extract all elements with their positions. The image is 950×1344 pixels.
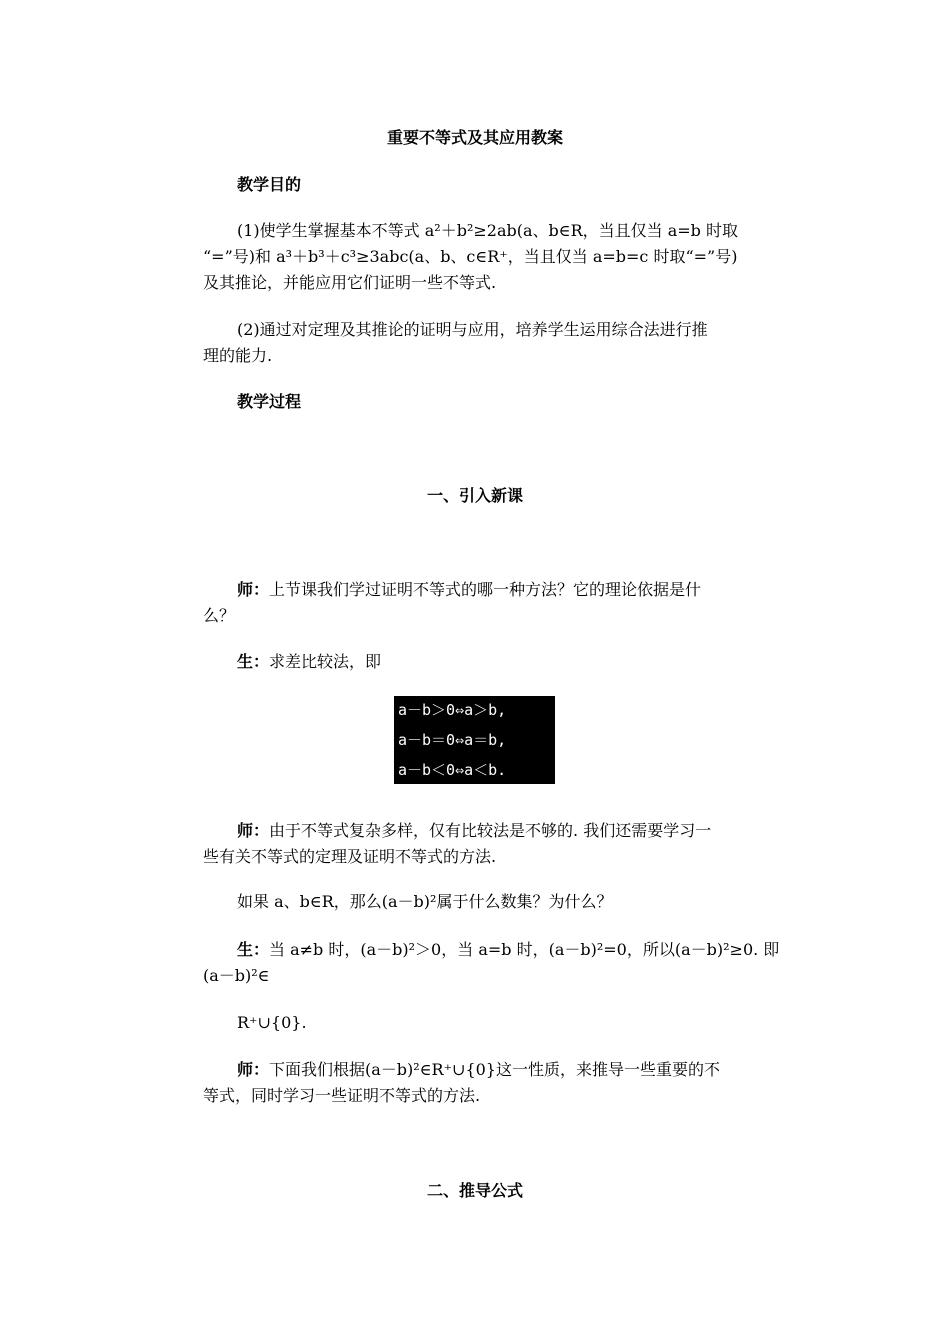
- teacher-line-3: [237, 1057, 720, 1083]
- student-line-2: [237, 937, 779, 963]
- section-heading-2: 二、推导公式: [426, 1181, 523, 1200]
- student-line-2c: R⁺∪{0}.: [237, 1013, 307, 1032]
- teacher-text: 下面我们根据(a－b)²∈R⁺∪{0}这一性质，来推导一些重要的不: [269, 1060, 720, 1079]
- teacher-label: 师：: [237, 821, 270, 840]
- goal1-line1: (1)使学生掌握基本不等式 a²＋b²≥2ab(a、b∈R，当且仅当 a=b 时取: [237, 221, 739, 240]
- comparison-formula-image: [394, 696, 555, 784]
- question-line: 如果 a、b∈R，那么(a－b)²属于什么数集？为什么？: [237, 892, 613, 911]
- formula-line-2: a－b＝0⇔a＝b,: [398, 731, 507, 749]
- teacher-line-2b: 些有关不等式的定理及证明不等式的方法.: [203, 847, 497, 866]
- student-label: 生：: [237, 652, 270, 671]
- teacher-text: 由于不等式复杂多样，仅有比较法是不够的. 我们还需要学习一: [269, 821, 712, 840]
- teacher-line-2: [237, 818, 711, 844]
- teacher-text: 上节课我们学过证明不等式的哪一种方法？它的理论依据是什: [269, 580, 702, 599]
- student-label: 生：: [237, 940, 270, 959]
- goal1-line2: “=”号)和 a³＋b³＋c³≥3abc(a、b、c∈R⁺，当且仅当 a=b=c 时取“=”号): [203, 247, 738, 266]
- teacher-label: 师：: [237, 1060, 270, 1079]
- student-text: 当 a≠b 时，(a－b)²＞0，当 a=b 时，(a－b)²=0，所以(a－b)²≥0. 即: [269, 940, 780, 959]
- student-text: 求差比较法，即: [269, 652, 382, 671]
- document-title: 重要不等式及其应用教案: [386, 128, 563, 147]
- heading-teaching-process: 教学过程: [237, 392, 302, 411]
- formula-line-3: a－b＜0⇔a＜b.: [398, 761, 507, 779]
- heading-teaching-goals: 教学目的: [237, 175, 302, 194]
- goal2-line2: 理的能力.: [203, 346, 273, 365]
- student-line-2b: (a－b)²∈: [203, 966, 270, 985]
- section-heading-1: 一、引入新课: [426, 486, 523, 505]
- goal2-line1: (2)通过对定理及其推论的证明与应用，培养学生运用综合法进行推: [237, 320, 708, 339]
- teacher-line-1: [237, 577, 701, 603]
- formula-line-1: a－b＞0⇔a＞b,: [398, 701, 507, 719]
- teacher-label: 师：: [237, 580, 270, 599]
- goal1-line3: 及其推论，并能应用它们证明一些不等式.: [203, 273, 497, 292]
- teacher-line-3b: 等式，同时学习一些证明不等式的方法.: [203, 1086, 481, 1105]
- teacher-line-1b: 么？: [203, 606, 236, 625]
- student-line-1: [237, 649, 381, 675]
